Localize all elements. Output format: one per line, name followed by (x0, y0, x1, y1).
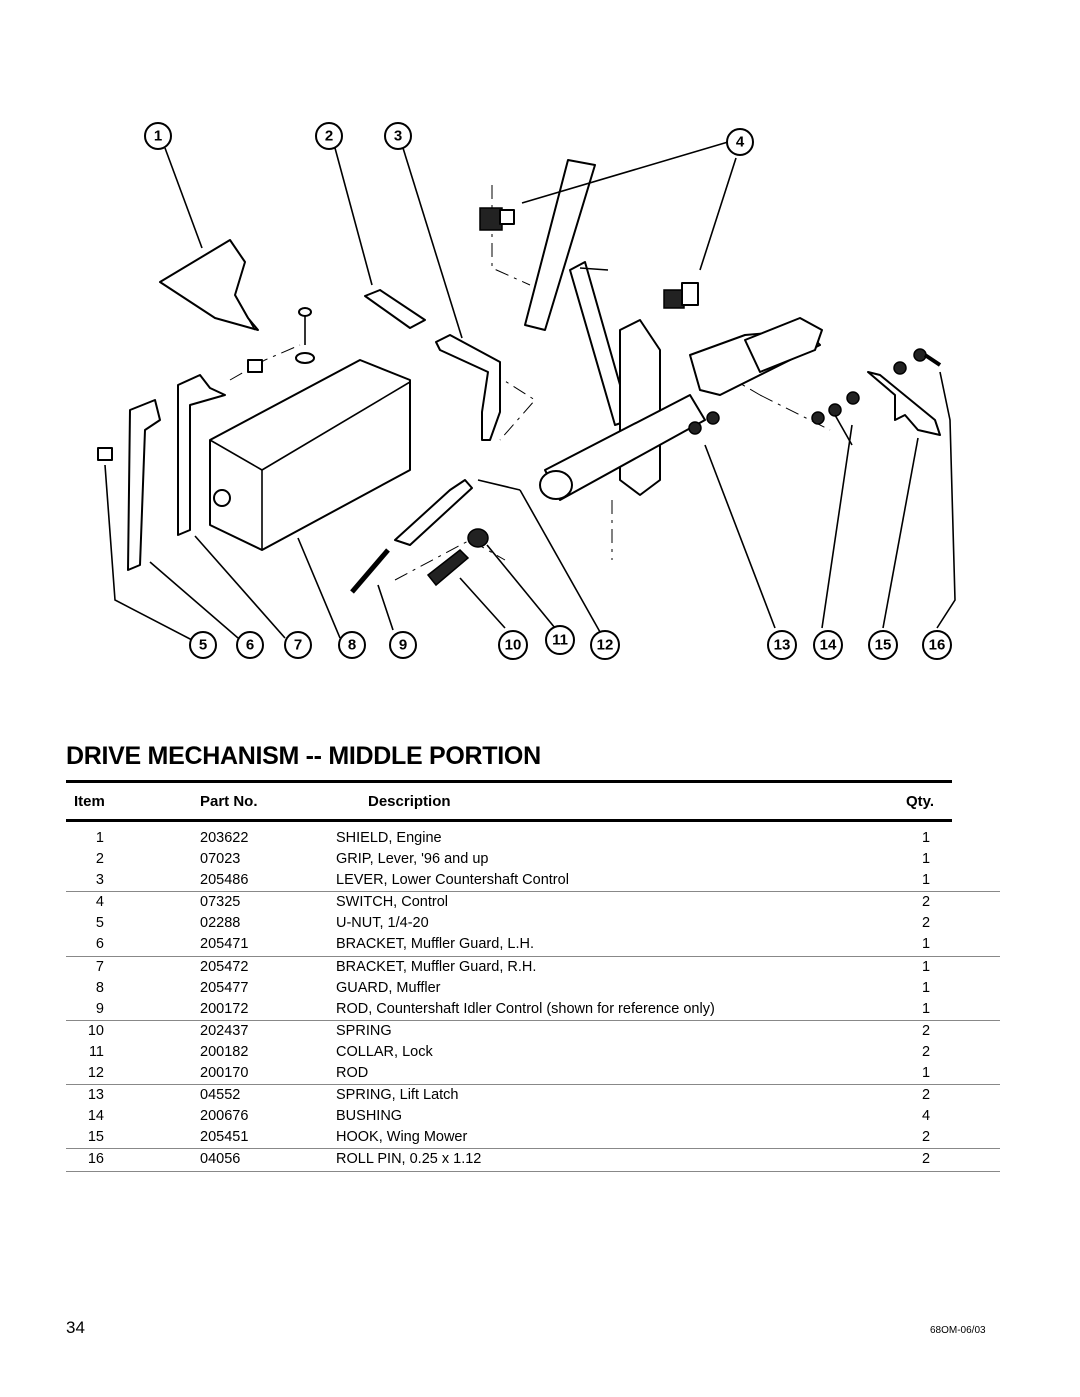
svg-text:2: 2 (324, 127, 334, 145)
cell-qty: 2 (921, 1043, 931, 1060)
table-body (66, 828, 1000, 1172)
cell-part-no: 205486 (200, 872, 249, 889)
svg-text:12: 12 (596, 636, 614, 654)
cell-item: 1 (95, 830, 104, 846)
table-row (66, 892, 1000, 913)
table-row (66, 934, 1000, 955)
callout-7 (285, 632, 311, 658)
svg-text:1: 1 (153, 127, 163, 145)
cell-item: 8 (95, 979, 104, 996)
cell-part-no: 04552 (200, 1087, 241, 1104)
cell-qty: 1 (921, 936, 931, 953)
page-number: 34 (66, 1318, 85, 1337)
cell-item: 15 (87, 1129, 104, 1146)
header-qty: Qty. (906, 793, 935, 810)
table-row (66, 1063, 1000, 1084)
callout-13 (768, 631, 796, 659)
cell-item: 6 (95, 936, 104, 953)
callout-1 (145, 123, 171, 149)
engine-shield-part (160, 240, 258, 330)
cell-description: GUARD, Muffler (336, 979, 441, 996)
cell-qty: 2 (921, 1087, 931, 1104)
svg-text:10: 10 (504, 636, 522, 654)
cell-description: BUSHING (336, 1108, 403, 1125)
header-part-no: Part No. (200, 793, 258, 810)
leader-lines (105, 142, 955, 640)
cell-description: U-NUT, 1/4-20 (336, 915, 429, 932)
cell-qty: 1 (921, 872, 931, 889)
cell-description: SPRING (336, 1022, 392, 1039)
cell-item: 4 (95, 894, 104, 911)
cell-part-no: 200172 (200, 1000, 249, 1017)
cell-description: SPRING, Lift Latch (336, 1087, 459, 1104)
callout-16 (923, 631, 951, 659)
bracket-lh-part (128, 400, 160, 570)
callout-9 (390, 632, 416, 658)
cell-part-no: 205471 (200, 936, 249, 953)
lever-grip-part (365, 290, 425, 328)
table-row (66, 978, 1000, 999)
cell-item: 5 (95, 915, 104, 932)
cell-description: ROD, Countershaft Idler Control (shown for reference only) (336, 1000, 715, 1017)
svg-text:15: 15 (874, 636, 892, 654)
cell-item: 2 (95, 851, 104, 868)
cell-qty: 2 (921, 1129, 931, 1146)
table-row (66, 1106, 1000, 1127)
cell-description: SWITCH, Control (336, 894, 448, 911)
cell-qty: 2 (921, 894, 931, 911)
cell-part-no: 205477 (200, 979, 249, 996)
callout-14 (814, 631, 842, 659)
cell-part-no: 07023 (200, 851, 241, 868)
table-row (66, 849, 1000, 870)
cell-item: 16 (87, 1151, 104, 1168)
svg-text:8: 8 (347, 636, 357, 654)
wing-mower-hook-part (868, 372, 940, 435)
svg-text:16: 16 (928, 636, 946, 654)
cell-description: COLLAR, Lock (336, 1043, 433, 1060)
header-description: Description (368, 793, 451, 810)
table-row (66, 1149, 1000, 1170)
callout-12 (591, 631, 619, 659)
control-switch-upper-part (480, 208, 514, 230)
cell-item: 14 (87, 1108, 104, 1125)
cell-description: HOOK, Wing Mower (336, 1129, 468, 1146)
cell-qty: 2 (921, 915, 931, 932)
cell-description: LEVER, Lower Countershaft Control (336, 872, 569, 889)
cell-description: BRACKET, Muffler Guard, L.H. (336, 936, 534, 953)
cell-item: 11 (88, 1043, 104, 1060)
svg-text:13: 13 (773, 636, 791, 654)
cell-item: 12 (87, 1065, 104, 1082)
callout-4 (727, 129, 753, 155)
cell-item: 13 (87, 1087, 104, 1104)
callout-3 (385, 123, 411, 149)
parts-table (66, 780, 1000, 1172)
cell-part-no: 203622 (200, 830, 249, 846)
cell-description: ROLL PIN, 0.25 x 1.12 (336, 1151, 482, 1168)
cell-part-no: 200170 (200, 1065, 249, 1082)
cell-item: 3 (95, 872, 104, 889)
lock-collar-part (468, 529, 488, 547)
cell-description: GRIP, Lever, '96 and up (336, 851, 489, 868)
cell-qty: 1 (921, 830, 931, 846)
cell-qty: 1 (921, 1000, 931, 1017)
cell-part-no: 07325 (200, 894, 241, 911)
idler-control-rod-part (352, 550, 388, 592)
table-row (66, 1042, 1000, 1063)
cell-qty: 4 (921, 1108, 931, 1125)
cell-part-no: 04056 (200, 1151, 241, 1168)
control-switch-lower-part (664, 283, 698, 308)
table-row (66, 913, 1000, 934)
cell-qty: 1 (921, 979, 931, 996)
countershaft-lever-part (436, 335, 500, 440)
table-row (66, 828, 1000, 849)
cell-part-no: 205472 (200, 958, 249, 975)
cell-description: SHIELD, Engine (336, 830, 442, 846)
svg-text:9: 9 (398, 636, 408, 654)
callout-2 (316, 123, 342, 149)
cell-description: BRACKET, Muffler Guard, R.H. (336, 958, 537, 975)
table-header (66, 783, 1000, 819)
svg-text:6: 6 (245, 636, 255, 654)
cell-qty: 2 (921, 1022, 931, 1039)
document-code: 68OM-06/03 (930, 1325, 986, 1336)
cell-item: 9 (95, 1000, 104, 1017)
callout-8 (339, 632, 365, 658)
rod-part (395, 480, 472, 545)
callout-11 (546, 626, 574, 654)
cell-qty: 1 (921, 1065, 931, 1082)
header-item: Item (74, 793, 105, 810)
cell-item: 10 (87, 1022, 104, 1039)
roll-pin-part (925, 355, 940, 365)
frame-tube-part (525, 160, 822, 500)
svg-text:14: 14 (819, 636, 837, 654)
table-row (66, 1127, 1000, 1148)
cell-item: 7 (95, 958, 104, 975)
callout-15 (869, 631, 897, 659)
svg-text:5: 5 (198, 636, 208, 654)
callout-5 (190, 632, 216, 658)
table-row (66, 1021, 1000, 1042)
muffler-guard-part (210, 360, 410, 550)
svg-text:11: 11 (552, 631, 568, 649)
table-header-rule (66, 819, 952, 822)
section-title: DRIVE MECHANISM -- MIDDLE PORTION (66, 742, 541, 770)
row-group-separator (66, 1171, 1000, 1172)
svg-text:4: 4 (735, 133, 745, 151)
cell-qty: 1 (921, 851, 931, 868)
table-row (66, 957, 1000, 978)
callout-10 (499, 631, 527, 659)
cell-qty: 2 (921, 1151, 931, 1168)
cell-part-no: 205451 (200, 1129, 249, 1146)
cell-part-no: 02288 (200, 915, 241, 932)
svg-text:3: 3 (393, 127, 403, 145)
callout-6 (237, 632, 263, 658)
cell-part-no: 200676 (200, 1108, 249, 1125)
cell-part-no: 202437 (200, 1022, 249, 1039)
cell-qty: 1 (921, 958, 931, 975)
table-row (66, 999, 1000, 1020)
table-row (66, 1085, 1000, 1106)
cell-part-no: 200182 (200, 1043, 249, 1060)
svg-text:7: 7 (293, 636, 303, 654)
table-row (66, 870, 1000, 891)
bolt-washer-part (296, 308, 314, 363)
cell-description: ROD (336, 1065, 369, 1082)
